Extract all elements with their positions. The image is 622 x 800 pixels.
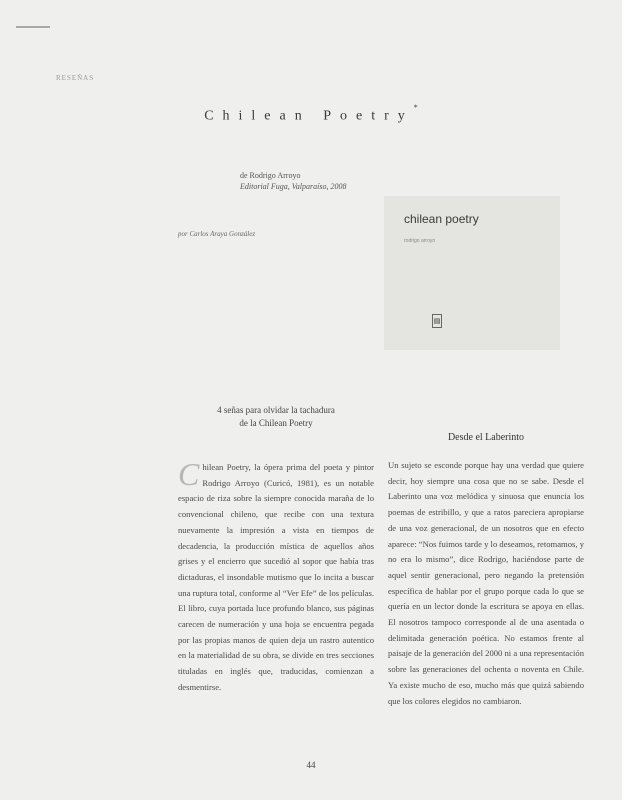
drop-cap: C	[178, 456, 200, 492]
right-column-body: Un sujeto se esconde porque hay una verdad que quiere decir, hoy siempre una cosa que no se sabe. Desde el Laberinto una voz melódica y sinuosa que enuncia los poemas de estribillo, y que a ratos pareciera apropiarse de una voz generacional, de un nosotros que en efecto aparece: “Nos fuimos tarde y lo deseamos, retomamos, y no era lo mismo”, dice Rodrigo, haciéndose parte de aquel sentir generacional, pero negando la pretensión específica de hablar por el grupo porque cada lo que se quería en un lector donde la escritura se apoya en ellas. El nosotros tampoco corresponde al de una asentada o delimitada generación poética. No estamos frente al paisaje de la generación del 2000 ni a una representación sobre las generaciones del ochenta o noventa en Chile. Ya existe mucho de eso, mucho más que quizá sabiendo que los colores elegidos no cambiaron.	[388, 460, 584, 706]
book-cover-image	[384, 196, 560, 350]
right-section-heading: Desde el Laberinto	[447, 432, 525, 443]
right-column-text	[388, 458, 584, 709]
left-section-heading	[178, 404, 374, 430]
author-line: de Rodrigo Arroyo	[240, 171, 301, 180]
title-text: Chilean Poetry	[204, 108, 414, 124]
cover-author: rodrigo arroyo	[404, 238, 436, 244]
left-column-body: hilean Poetry, la ópera prima del poeta y pintor Rodrigo Arroyo (Curicó, 1981), es un notable espacio de riza sobre la siempre conocida maraña de lo convencional chileno, que recibe con una textura nuevamente la impresión a vista en tiempos de decadencia, la producción mística de aquellos años grises y el encierro que sucedió al sopor que había tras dictaduras, el insondable mutismo que lo incita a buscar una ruptura total, conforme al “Ver Efe” de los películas. El libro, cuya portada luce profundo blanco, sus páginas carecen de numeración y una hoja se encuentra pegada por las propias manos de quien deja un rastro autentico en la materialidad de su obra, se divide en tres secciones tituladas en inglés que, traducidas, comienzan a desmentirse.	[178, 462, 374, 692]
title-footnote-mark: *	[413, 103, 418, 112]
publisher-logo-icon: ▤	[432, 314, 442, 328]
scan-artifact	[16, 26, 50, 28]
page-number: 44	[306, 760, 316, 770]
cover-title: chilean poetry	[404, 212, 479, 226]
left-column-text	[178, 456, 374, 696]
left-heading-line-1: 4 señas para olvidar la tachadura	[217, 405, 335, 415]
publisher-line: Editorial Fuga, Valparaíso, 2008	[240, 182, 347, 191]
left-heading-line-2: de la Chilean Poetry	[239, 418, 313, 428]
page-title	[0, 103, 622, 125]
section-tag: RESEÑAS	[56, 74, 95, 82]
reviewer-byline: por Carlos Araya González	[178, 230, 256, 238]
review-subhead	[240, 170, 346, 192]
